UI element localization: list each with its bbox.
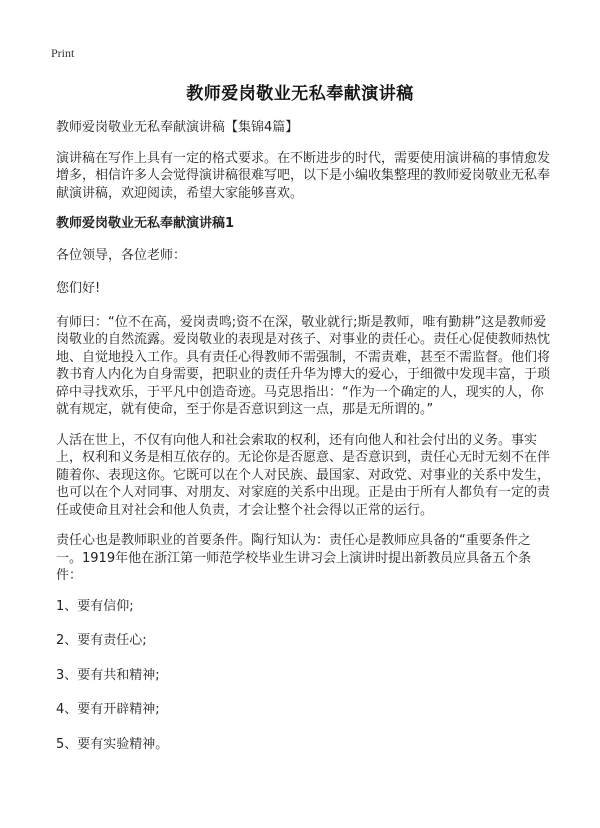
list-item: 1、要有信仰; [56, 598, 134, 614]
intro-paragraph: 演讲稿在写作上具有一定的格式要求。在不断进步的时代，需要使用演讲稿的事情愈发增多，相信许多人会觉得演讲稿很难写吧，以下是小编收集整理的教师爱岗敬业无私奉献演讲稿，欢迎阅读，希望大家能够喜欢。 [56, 150, 551, 201]
body-paragraph: 责任心也是教师职业的首要条件。陶行知认为：责任心是教师应具备的“重要条件之一。1919年他在浙江第一师范学校毕业生讲习会上演讲时提出新教员应具备五个条件： [56, 533, 532, 583]
greeting-line: 您们好! [56, 281, 101, 296]
document-subtitle: 教师爱岗敬业无私奉献演讲稿【集锦4篇】 [56, 120, 299, 135]
greeting-line: 各位领导，各位老师： [56, 247, 187, 263]
list-item: 4、要有开辟精神; [56, 702, 160, 717]
body-paragraph: 人活在世上，不仅有向他人和社会索取的权利，还有向他人和社会付出的义务。事实上，权利和义务是相互依存的。无论你是否愿意、是否意识到，责任心无时无刻不在伴随着你、表现这你。它既可以在个人对民族、最国家、对政党、对事业的关系中发生，也可以在个人对同事、对朋友、对家庭的关系中出现。正是由于所有人都负有一定的责任或使命且对社会和他人负责，才会让整个社会得以正常的运行。 [56, 432, 551, 518]
list-item: 3、要有共和精神; [56, 667, 160, 683]
list-item: 5、要有实验精神。 [56, 736, 169, 752]
section-heading: 教师爱岗敬业无私奉献演讲稿1 [56, 216, 235, 231]
list-item: 2、要有责任心; [56, 633, 147, 648]
page-title: 教师爱岗敬业无私奉献演讲稿 [186, 84, 414, 104]
print-link[interactable]: Print [51, 46, 75, 60]
body-paragraph: 有师曰：“位不在高，爱岗责鸣;资不在深，敬业就行;斯是教师，唯有勤耕”这是教师爱岗敬业的自然流露。爱岗敬业的表现是对孩子、对事业的责任心。责任心促使教师热忱地、自觉地投入工作。具有责任心得教师不需强制，不需责难，甚至不需监督。他们将教书育人内化为自身需要，把职业的责任升华为博大的爱心，于细微中发现丰富，于琐碎中寻找欢乐，于平凡中创造奇迹。马克思指出：“作为一个确定的人，现实的人，你就有规定，就有使命，至于你是否意识到这一点，那是无所谓的。” [56, 314, 551, 417]
document-body [56, 119, 552, 770]
